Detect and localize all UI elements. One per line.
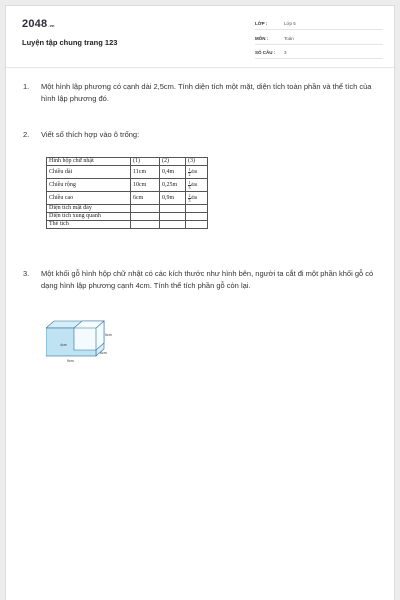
table-cell: 6cm	[131, 192, 160, 205]
question-text: Một hình lập phương có cạnh dài 2,5cm. Tính diện tích một mặt, diện tích toàn phần và thể tích của hình lập phương đó.	[41, 82, 372, 103]
table-cell-empty[interactable]	[160, 221, 186, 229]
fraction: $\frac{2}{5}$	[188, 192, 191, 203]
table-cell: 0,9m	[160, 192, 186, 205]
table-cell-empty[interactable]	[186, 213, 208, 221]
worksheet-page	[5, 5, 395, 600]
table-row	[47, 205, 208, 213]
dimensions-table	[46, 157, 208, 229]
label-length: 9cm	[67, 359, 74, 363]
question-number: 1.	[23, 82, 30, 91]
label-cube-side: 4cm	[60, 343, 67, 347]
meta-value: Toán	[284, 35, 294, 41]
unit-label: dm	[191, 195, 198, 201]
meta-value: Lớp 5	[284, 21, 296, 26]
meta-row-subject	[255, 33, 383, 45]
question-2	[23, 129, 376, 141]
question-text: Viết số thích hợp vào ô trống:	[41, 130, 140, 139]
table-cell-empty[interactable]	[131, 213, 160, 221]
meta-value: 3	[284, 50, 287, 55]
label-height: 5cm	[105, 333, 112, 337]
table-cell: 0,25m	[160, 179, 186, 192]
meta-label: MÔN :	[255, 35, 269, 41]
row-label: Thể tích	[47, 221, 131, 229]
row-label: Diện tích mặt đáy	[47, 205, 131, 213]
question-1	[23, 81, 376, 104]
table-row	[47, 192, 208, 205]
table-row	[47, 221, 208, 229]
fraction: $\frac{1}{3}$	[188, 179, 191, 190]
brand-logo[interactable]: 2048.vn	[22, 18, 55, 30]
cuboid-drawing	[46, 316, 116, 362]
table-cell: 11cm	[131, 166, 160, 179]
table-cell-empty[interactable]	[131, 205, 160, 213]
table-header-cell: (2)	[160, 158, 186, 166]
meta-info	[255, 18, 383, 62]
page-title: Luyện tập chung trang 123	[22, 38, 118, 47]
table-header-row	[47, 158, 208, 166]
unit-label: dm	[191, 169, 198, 175]
table-header-cell: Hình hộp chữ nhật	[47, 158, 131, 166]
cuboid-figure	[46, 316, 116, 367]
table-cell-fraction	[186, 192, 208, 205]
meta-label: SỐ CÂU :	[255, 50, 276, 55]
table-cell-empty[interactable]	[131, 221, 160, 229]
table-cell-fraction	[186, 179, 208, 192]
meta-row-count	[255, 47, 383, 59]
table-row	[47, 179, 208, 192]
table-cell: 10cm	[131, 179, 160, 192]
row-label: Chiều rộng	[47, 179, 131, 192]
row-label: Chiều dài	[47, 166, 131, 179]
fraction: $\frac{1}{2}$	[188, 166, 191, 177]
table-header-cell: (3)	[186, 158, 208, 166]
table-header-cell: (1)	[131, 158, 160, 166]
cube-cutout	[74, 321, 104, 350]
meta-label: LỚP :	[255, 21, 268, 26]
question-number: 3.	[23, 269, 30, 278]
table-cell-empty[interactable]	[186, 205, 208, 213]
worksheet-header	[6, 6, 394, 68]
table-cell-empty[interactable]	[186, 221, 208, 229]
meta-row-class	[255, 18, 383, 30]
table-cell-fraction	[186, 166, 208, 179]
question-number: 2.	[23, 130, 30, 139]
table-cell-empty[interactable]	[160, 205, 186, 213]
question-3	[23, 268, 376, 291]
table-cell: 0,4m	[160, 166, 186, 179]
table-row	[47, 213, 208, 221]
row-label: Diện tích xung quanh	[47, 213, 131, 221]
row-label: Chiều cao	[47, 192, 131, 205]
unit-label: dm	[191, 182, 198, 188]
question-text: Một khối gỗ hình hộp chữ nhật có các kích thước như hình bên, người ta cắt đi một phần khối gỗ có dạng hình lập phương cạnh 4cm. Tính thể tích phần gỗ còn lại.	[41, 269, 374, 290]
label-depth: 6cm	[100, 351, 107, 355]
table-cell-empty[interactable]	[160, 213, 186, 221]
table-row	[47, 166, 208, 179]
